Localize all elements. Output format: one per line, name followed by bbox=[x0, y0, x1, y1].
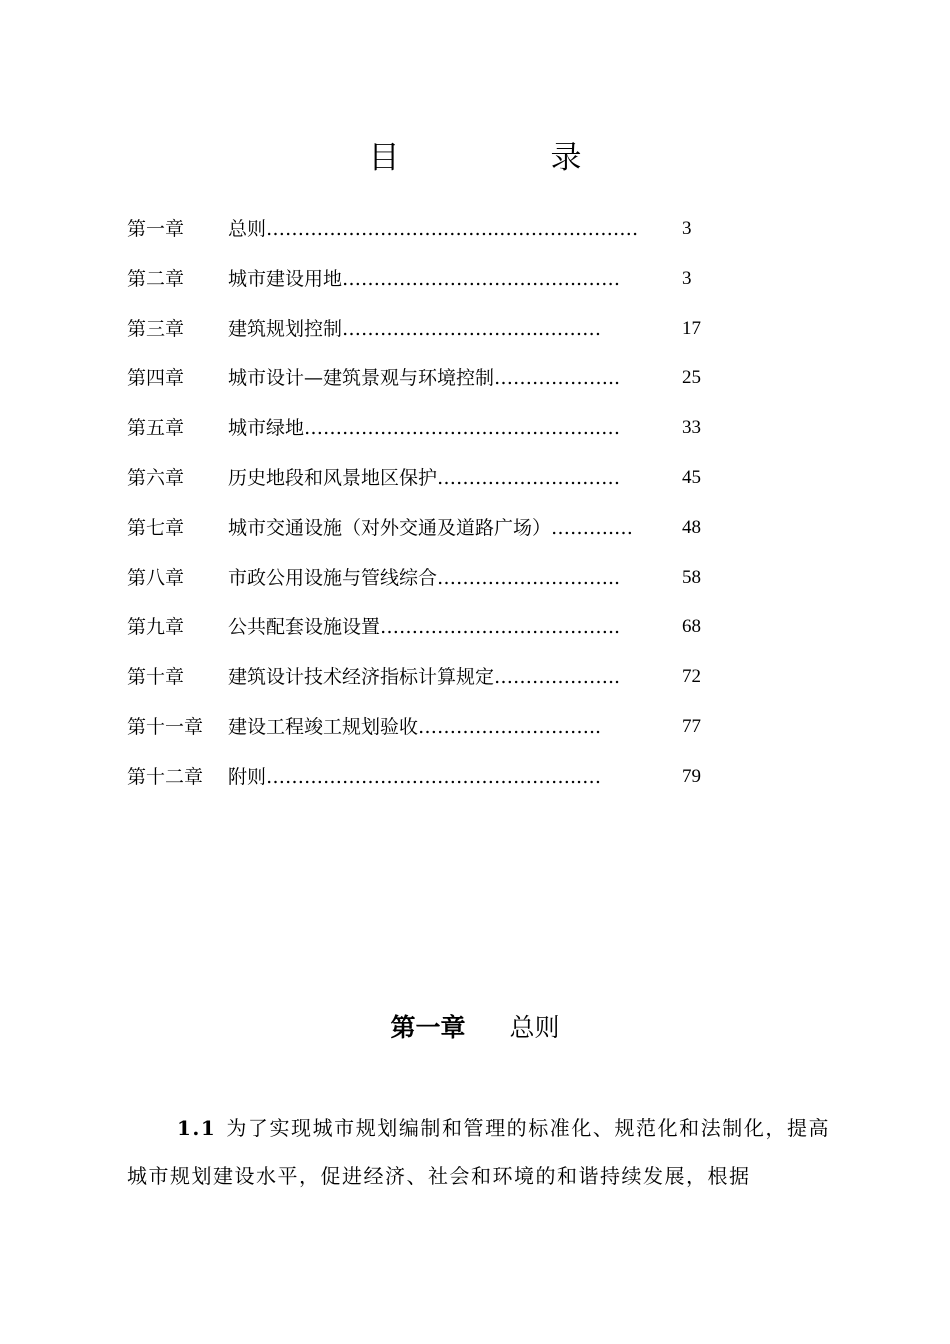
toc-entry[interactable] bbox=[127, 561, 737, 611]
toc-page-number: 3 bbox=[682, 267, 692, 289]
toc-chapter-number: 第五章 bbox=[127, 417, 185, 440]
toc-chapter-title: 附则…………………………………………..… bbox=[228, 765, 602, 788]
toc-page-number: 17 bbox=[682, 317, 701, 339]
toc-page-number: 48 bbox=[682, 516, 701, 538]
toc-entry[interactable] bbox=[127, 660, 737, 710]
toc-chapter-title: 建设工程竣工规划验收……………………….. bbox=[228, 715, 602, 738]
toc-chapter-number: 第八章 bbox=[127, 566, 185, 589]
toc-chapter-number: 第二章 bbox=[127, 267, 185, 290]
clause-number: 1.1 bbox=[177, 1116, 217, 1140]
toc-page-number: 72 bbox=[682, 666, 701, 688]
toc-page-number: 33 bbox=[682, 417, 701, 439]
toc-page-number: 58 bbox=[682, 566, 701, 588]
toc-page-number: 77 bbox=[682, 715, 701, 737]
toc-chapter-title: 建筑规划控制…………………………..……… bbox=[228, 317, 602, 340]
toc-entry[interactable] bbox=[127, 760, 737, 810]
toc-page-number: 79 bbox=[682, 765, 701, 787]
toc-chapter-number: 第十章 bbox=[127, 666, 185, 689]
toc-chapter-number: 第九章 bbox=[127, 616, 185, 639]
toc-entry[interactable] bbox=[127, 511, 737, 561]
clause-text: 为了实现城市规划编制和管理的标准化、规范化和法制化，提高城市规划建设水平，促进经济、社会和环境的和谐持续发展，根据 bbox=[127, 1116, 830, 1188]
toc-chapter-title: 公共配套设施设置……………………………….. bbox=[228, 616, 621, 639]
toc-chapter-title: 市政公用设施与管线综合……………………….. bbox=[228, 566, 621, 589]
table-of-contents bbox=[127, 212, 737, 810]
toc-chapter-title: 城市设计—建筑景观与环境控制……………….. bbox=[228, 367, 621, 390]
toc-chapter-number: 第一章 bbox=[127, 218, 185, 240]
toc-chapter-title: 建筑设计技术经济指标计算规定……………….. bbox=[228, 666, 621, 689]
toc-entry[interactable] bbox=[127, 262, 737, 312]
toc-page-number: 25 bbox=[682, 367, 701, 389]
toc-title: 目 录 bbox=[368, 140, 642, 176]
toc-page-number: 3 bbox=[682, 218, 692, 239]
toc-page-number: 45 bbox=[682, 466, 701, 488]
toc-entry[interactable] bbox=[127, 710, 737, 760]
toc-chapter-title: 城市绿地………………………………………..… bbox=[228, 417, 621, 440]
toc-chapter-title: 城市建设用地………………………………..…… bbox=[228, 267, 621, 290]
chapter-heading bbox=[0, 1008, 950, 1048]
toc-chapter-number: 第四章 bbox=[127, 367, 185, 390]
clause-paragraph bbox=[127, 1104, 830, 1200]
toc-chapter-number: 第十一章 bbox=[127, 715, 204, 738]
toc-entry[interactable] bbox=[127, 610, 737, 660]
toc-chapter-number: 第十二章 bbox=[127, 765, 204, 788]
toc-entry[interactable] bbox=[127, 312, 737, 362]
toc-entry[interactable] bbox=[127, 411, 737, 461]
toc-chapter-number: 第七章 bbox=[127, 516, 185, 539]
toc-entry[interactable] bbox=[127, 461, 737, 511]
chapter-number: 第一章 bbox=[390, 1013, 466, 1042]
toc-entry[interactable] bbox=[127, 212, 737, 262]
toc-page-number: 68 bbox=[682, 616, 701, 638]
toc-chapter-number: 第三章 bbox=[127, 317, 185, 340]
toc-chapter-number: 第六章 bbox=[127, 466, 185, 489]
toc-chapter-title: 总则………………………..……..………….……… bbox=[228, 218, 639, 240]
toc-entry[interactable] bbox=[127, 361, 737, 411]
chapter-name: 总则 bbox=[509, 1013, 560, 1042]
toc-chapter-title: 历史地段和风景地区保护…………………..…… bbox=[228, 466, 621, 489]
toc-chapter-title: 城市交通设施（对外交通及道路广场）……….… bbox=[228, 516, 634, 539]
